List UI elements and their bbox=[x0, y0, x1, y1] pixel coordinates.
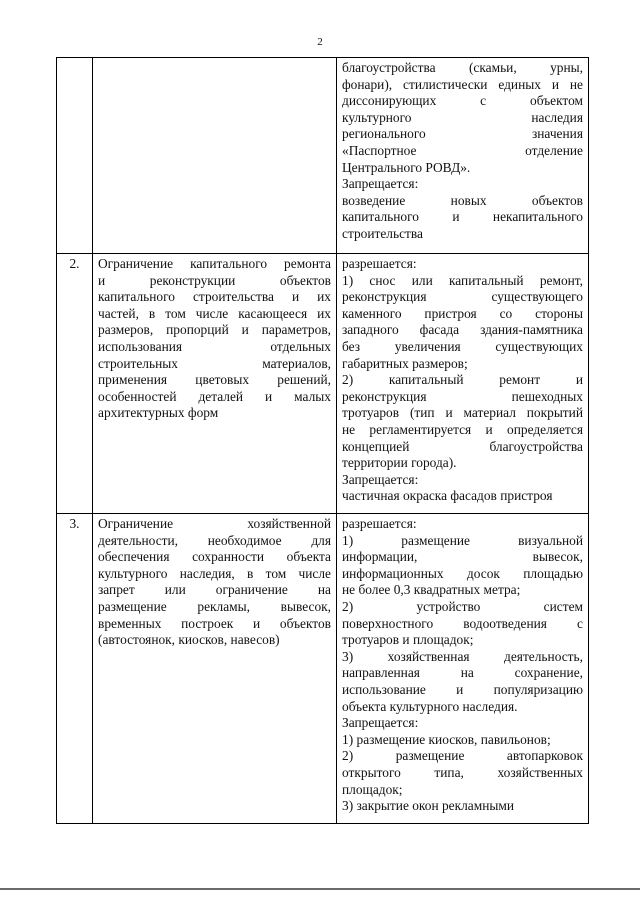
text-line: открытого типа, хозяйственных bbox=[342, 764, 583, 780]
text-line: культурного наследия, в том числе bbox=[98, 565, 331, 581]
row-number: 2. bbox=[57, 254, 93, 514]
text-line: 1) размещение визуальной bbox=[342, 532, 583, 548]
text-line: Запрещается: bbox=[342, 715, 419, 731]
text-line: использования отдельных bbox=[98, 338, 331, 354]
text-line: 2) капитальный ремонт и bbox=[342, 372, 583, 388]
text-line: объекта культурного наследия. bbox=[342, 698, 518, 714]
text-line: фонари), стилистически единых и не bbox=[342, 76, 583, 92]
text-line: капитального и некапитального bbox=[342, 209, 583, 225]
text-line: диссонирующих с объектом bbox=[342, 93, 583, 109]
text-line: 2) устройство систем bbox=[342, 598, 583, 614]
text-line: культурного наследия bbox=[342, 109, 583, 125]
text-line: Запрещается: bbox=[342, 176, 419, 192]
text-line: размеров, пропорций и параметров, bbox=[98, 322, 331, 338]
text-line: строительства bbox=[342, 225, 423, 241]
text-line: временных построек и объектов bbox=[98, 615, 331, 631]
text-line: разрешается: bbox=[342, 516, 417, 531]
text-line: частей, в том числе касающееся их bbox=[98, 305, 331, 321]
text-line: благоустройства (скамьи, урны, bbox=[342, 60, 583, 75]
text-line: реконструкция существующего bbox=[342, 289, 583, 305]
text-line: тротуаров (тип и материал покрытий bbox=[342, 405, 583, 421]
rules-cell bbox=[337, 58, 589, 254]
text-line: Запрещается: bbox=[342, 471, 419, 487]
text-line: площадок; bbox=[342, 781, 403, 797]
text-line: габаритных размеров; bbox=[342, 355, 468, 371]
text-line: строительных материалов, bbox=[98, 355, 331, 371]
text-line: (автостоянок, киосков, навесов) bbox=[98, 632, 280, 648]
regulations-table bbox=[56, 57, 589, 824]
page-bottom-rule bbox=[0, 888, 640, 890]
text-line: использование и популяризацию bbox=[342, 681, 583, 697]
text-line: 3) закрытие окон рекламными bbox=[342, 798, 515, 814]
text-line: применения цветовых решений, bbox=[98, 372, 331, 388]
table-row bbox=[57, 58, 589, 254]
text-line: 3) хозяйственная деятельность, bbox=[342, 648, 583, 664]
text-line: информационных досок площадью bbox=[342, 565, 583, 581]
text-line: архитектурных форм bbox=[98, 405, 219, 421]
text-line: поверхностного водоотведения с bbox=[342, 615, 583, 631]
text-line: направленная на сохранение, bbox=[342, 665, 583, 681]
text-line: возведение новых объектов bbox=[342, 192, 583, 208]
restriction-cell bbox=[93, 58, 337, 254]
text-line: Ограничение хозяйственной bbox=[98, 516, 331, 531]
text-line: капитального строительства и их bbox=[98, 289, 331, 305]
text-line: западного фасада здания-памятника bbox=[342, 322, 583, 338]
text-line: «Паспортное отделение bbox=[342, 142, 583, 158]
row-number bbox=[57, 58, 93, 254]
text-line: регионального значения bbox=[342, 126, 583, 142]
text-line: не регламентируется и определяется bbox=[342, 421, 583, 437]
row-number: 3. bbox=[57, 514, 93, 824]
text-line: территории города). bbox=[342, 455, 457, 471]
restriction-cell bbox=[93, 254, 337, 514]
table-row bbox=[57, 254, 589, 514]
text-line: реконструкция пешеходных bbox=[342, 388, 583, 404]
text-line: разрешается: bbox=[342, 256, 417, 271]
rules-cell bbox=[337, 254, 589, 514]
table-row bbox=[57, 514, 589, 824]
text-line: Ограничение капитального ремонта bbox=[98, 256, 331, 271]
text-line: 1) размещение киосков, павильонов; bbox=[342, 731, 551, 747]
text-line: каменного пристроя со стороны bbox=[342, 305, 583, 321]
text-line: 1) снос или капитальный ремонт, bbox=[342, 272, 583, 288]
text-line: тротуаров и площадок; bbox=[342, 632, 474, 648]
text-line: деятельности, необходимое для bbox=[98, 532, 331, 548]
text-line: и реконструкции объектов bbox=[98, 272, 331, 288]
text-line: информации, вывесок, bbox=[342, 549, 583, 565]
page-number: 2 bbox=[317, 36, 323, 48]
text-line: без увеличения существующих bbox=[342, 338, 583, 354]
text-line: обеспечения сохранности объекта bbox=[98, 549, 331, 565]
text-line: Центрального РОВД». bbox=[342, 159, 471, 175]
text-line: особенностей деталей и малых bbox=[98, 388, 331, 404]
text-line: концепцией благоустройства bbox=[342, 438, 583, 454]
text-line: не более 0,3 квадратных метра; bbox=[342, 582, 521, 598]
text-line: запрет или ограничение на bbox=[98, 582, 331, 598]
text-line: частичная окраска фасадов пристроя bbox=[342, 488, 553, 504]
restriction-cell bbox=[93, 514, 337, 824]
text-line: 2) размещение автопарковок bbox=[342, 748, 583, 764]
text-line: размещение рекламы, вывесок, bbox=[98, 598, 331, 614]
rules-cell bbox=[337, 514, 589, 824]
